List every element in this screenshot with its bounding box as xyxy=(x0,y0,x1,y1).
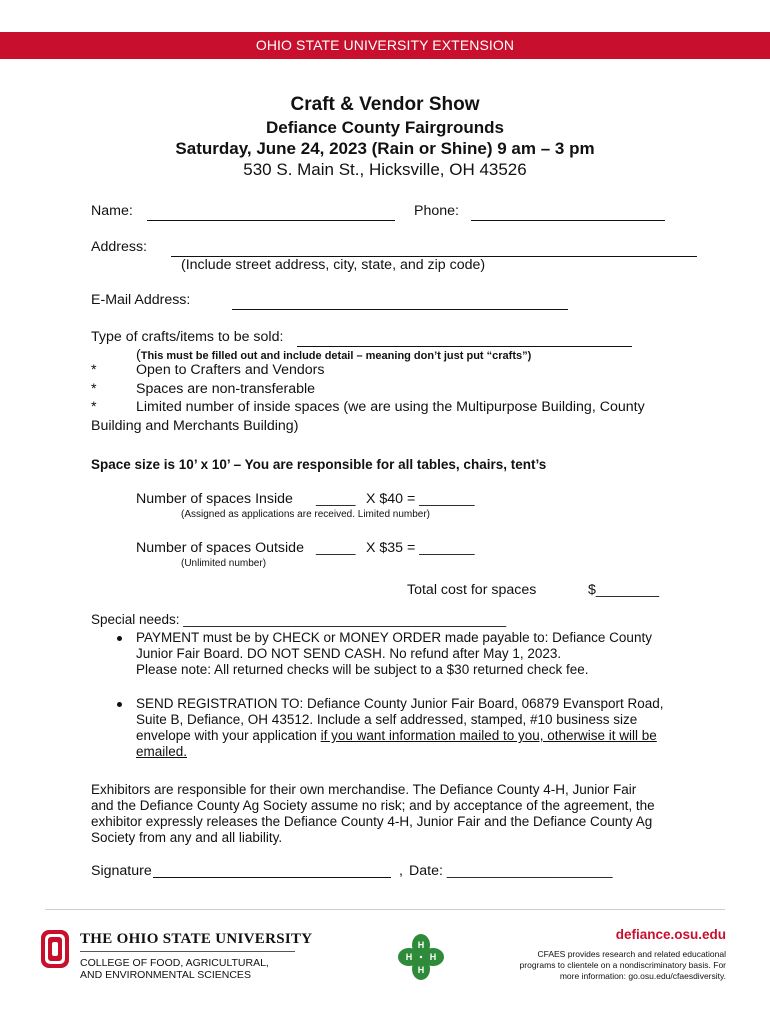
name-label: Name: xyxy=(91,203,133,219)
send-line-3a: envelope with your application xyxy=(136,728,321,743)
liability-line-3: exhibitor expressly releases the Defiance County 4-H, Junior Fair and the Defiance County Ag xyxy=(91,814,653,829)
extension-banner: OHIO STATE UNIVERSITY EXTENSION xyxy=(0,32,770,59)
rule-star-1: * xyxy=(91,362,97,378)
event-address: 530 S. Main St., Hicksville, OH 43526 xyxy=(243,160,527,179)
send-line-3b: if you want information mailed to you, otherwise it will be xyxy=(320,728,657,743)
signature-field[interactable] xyxy=(153,877,391,878)
page-title: Craft & Vendor Show xyxy=(290,94,480,115)
send-line-3 xyxy=(136,728,736,744)
name-field[interactable] xyxy=(147,220,395,221)
payment-line-3: Please note: All returned checks will be subject to a $30 returned check fee. xyxy=(136,662,589,677)
footer-divider xyxy=(45,909,725,910)
payment-line-2: Junior Fair Board. DO NOT SEND CASH. No refund after May 1, 2023. xyxy=(136,646,562,661)
svg-text:H: H xyxy=(417,940,425,950)
email-field[interactable] xyxy=(232,309,568,310)
total-field[interactable]: $________ xyxy=(588,582,660,598)
address-label: Address: xyxy=(91,239,147,255)
send-line-1: SEND REGISTRATION TO: Defiance County Junior Fair Board, 06879 Evansport Road, xyxy=(136,696,664,711)
crafts-hint-paren: ( xyxy=(136,347,141,363)
rule-star-3: * xyxy=(91,399,97,415)
liability-line-1: Exhibitors are responsible for their own merchandise. The Defiance County 4-H, Junior Fair xyxy=(91,782,637,797)
send-line-4: emailed. xyxy=(136,744,188,759)
address-hint: (Include street address, city, state, and zip code) xyxy=(181,257,486,273)
phone-field[interactable] xyxy=(471,220,665,221)
send-block xyxy=(136,696,736,760)
rule-1: Open to Crafters and Vendors xyxy=(136,362,325,378)
signature-label: Signature xyxy=(91,863,152,879)
outside-note: (Unlimited number) xyxy=(181,558,267,569)
crafts-hint-text: This must be filled out and include detail – meaning don’t just put “crafts”) xyxy=(140,350,532,362)
send-line-2: Suite B, Defiance, OH 43512. Include a self addressed, stamped, #10 business size xyxy=(136,712,638,727)
osu-name-rule xyxy=(80,951,295,952)
outside-count-field[interactable]: _____ xyxy=(316,540,356,556)
bullet-send xyxy=(117,702,122,707)
svg-text:H: H xyxy=(429,952,437,962)
four-h-clover-icon xyxy=(396,932,446,982)
bullet-payment xyxy=(117,636,122,641)
diversity-line-3: more information: go.osu.edu/cfaesdiversity. xyxy=(559,971,726,981)
liability-line-2: and the Defiance County Ag Society assume no risk; and by acceptance of the agreement, the xyxy=(91,798,655,813)
signature-comma: , xyxy=(399,863,403,879)
total-label: Total cost for spaces xyxy=(407,582,537,598)
inside-note: (Assigned as applications are received. Limited number) xyxy=(181,509,431,520)
inside-count-field[interactable]: _____ xyxy=(316,491,356,507)
svg-text:H: H xyxy=(405,952,413,962)
block-o-logo-icon xyxy=(40,929,70,969)
event-date: Saturday, June 24, 2023 (Rain or Shine) 9 am – 3 pm xyxy=(175,139,595,158)
date-field[interactable]: Date: _____________________ xyxy=(409,863,613,879)
payment-block xyxy=(136,630,736,678)
college-line-1: COLLEGE OF FOOD, AGRICULTURAL, xyxy=(80,957,269,969)
payment-line-1: PAYMENT must be by CHECK or MONEY ORDER made payable to: Defiance County xyxy=(136,630,652,645)
outside-label: Number of spaces Outside xyxy=(136,540,304,556)
phone-label: Phone: xyxy=(414,203,459,219)
outside-calc: X $35 = _______ xyxy=(366,540,475,556)
inside-calc: X $40 = _______ xyxy=(366,491,475,507)
college-line-2: AND ENVIRONMENTAL SCIENCES xyxy=(80,969,251,981)
diversity-note xyxy=(486,949,726,982)
rule-3b: Building and Merchants Building) xyxy=(91,418,299,434)
special-needs-field[interactable]: Special needs: ___________________________________________ xyxy=(91,612,507,627)
liability-line-4: Society from any and all liability. xyxy=(91,830,283,845)
liability-block xyxy=(91,782,711,846)
rule-2: Spaces are non-transferable xyxy=(136,381,316,397)
college-name xyxy=(80,957,269,981)
space-size: Space size is 10’ x 10’ – You are responsible for all tables, chairs, tent’s xyxy=(91,457,547,472)
crafts-label: Type of crafts/items to be sold: xyxy=(91,329,284,345)
rule-3a: Limited number of inside spaces (we are using the Multipurpose Building, County xyxy=(136,399,645,415)
svg-text:H: H xyxy=(417,965,425,975)
inside-label: Number of spaces Inside xyxy=(136,491,293,507)
website-link[interactable]: defiance.osu.edu xyxy=(615,927,726,942)
rule-star-2: * xyxy=(91,381,97,397)
email-label: E-Mail Address: xyxy=(91,292,191,308)
osu-name: THE OHIO STATE UNIVERSITY xyxy=(80,931,313,947)
venue: Defiance County Fairgrounds xyxy=(265,118,505,137)
diversity-line-2: programs to clientele on a nondiscriminatory basis. For xyxy=(519,960,726,970)
diversity-line-1: CFAES provides research and related educational xyxy=(537,949,726,959)
